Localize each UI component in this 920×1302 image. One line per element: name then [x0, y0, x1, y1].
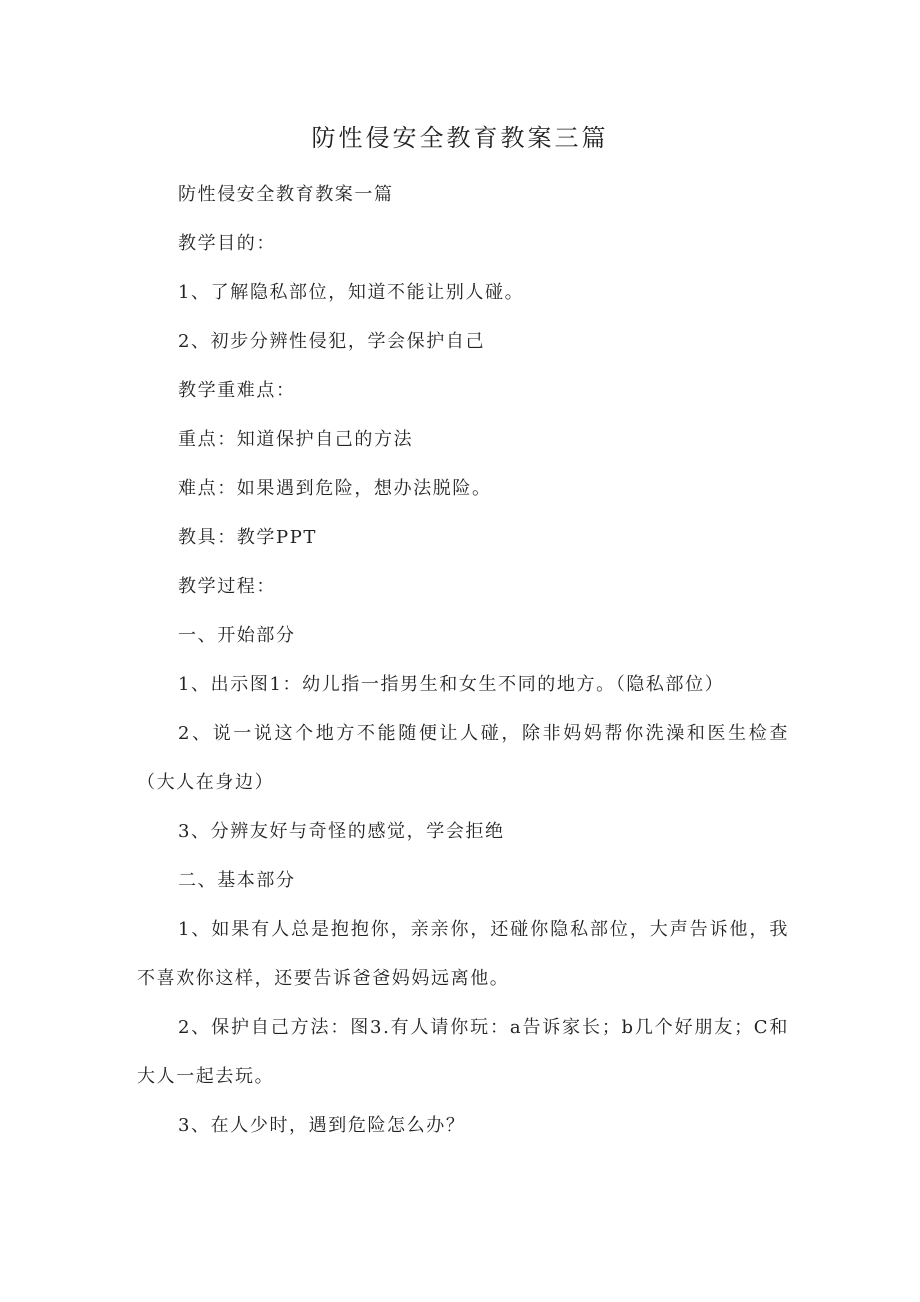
- paragraph: 教具：教学PPT: [178, 527, 318, 548]
- paragraph: 1、出示图1：幼儿指一指男生和女生不同的地方。（隐私部位）: [178, 674, 725, 695]
- paragraph: 2、保护自己方法：图3.有人请你玩：a告诉家长；b几个好朋友；C和大人一起去玩。: [137, 1017, 789, 1087]
- paragraph: 教学重难点：: [178, 380, 296, 401]
- document-body: [137, 170, 789, 1150]
- paragraph: 1、了解隐私部位，知道不能让别人碰。: [178, 282, 525, 303]
- paragraph: 防性侵安全教育教案一篇: [178, 184, 394, 205]
- paragraph: 3、分辨友好与奇怪的感觉，学会拒绝: [178, 821, 505, 842]
- paragraph: 2、说一说这个地方不能随便让人碰，除非妈妈帮你洗澡和医生检查（大人在身边）: [137, 723, 789, 793]
- paragraph: 难点：如果遇到危险，想办法脱险。: [178, 478, 492, 499]
- paragraph: 一、开始部分: [178, 625, 296, 646]
- document-title: 防性侵安全教育教案三篇: [311, 124, 609, 152]
- paragraph: 3、在人少时，遇到危险怎么办？: [178, 1115, 466, 1136]
- paragraph: 2、初步分辨性侵犯，学会保护自己: [178, 331, 486, 352]
- paragraph: 重点：知道保护自己的方法: [178, 429, 414, 450]
- paragraph: 1、如果有人总是抱抱你，亲亲你，还碰你隐私部位，大声告诉他，我不喜欢你这样，还要告诉爸爸妈妈远离他。: [137, 919, 789, 989]
- paragraph: 教学目的：: [178, 233, 276, 254]
- paragraph: 二、基本部分: [178, 870, 296, 891]
- paragraph: 教学过程：: [178, 576, 276, 597]
